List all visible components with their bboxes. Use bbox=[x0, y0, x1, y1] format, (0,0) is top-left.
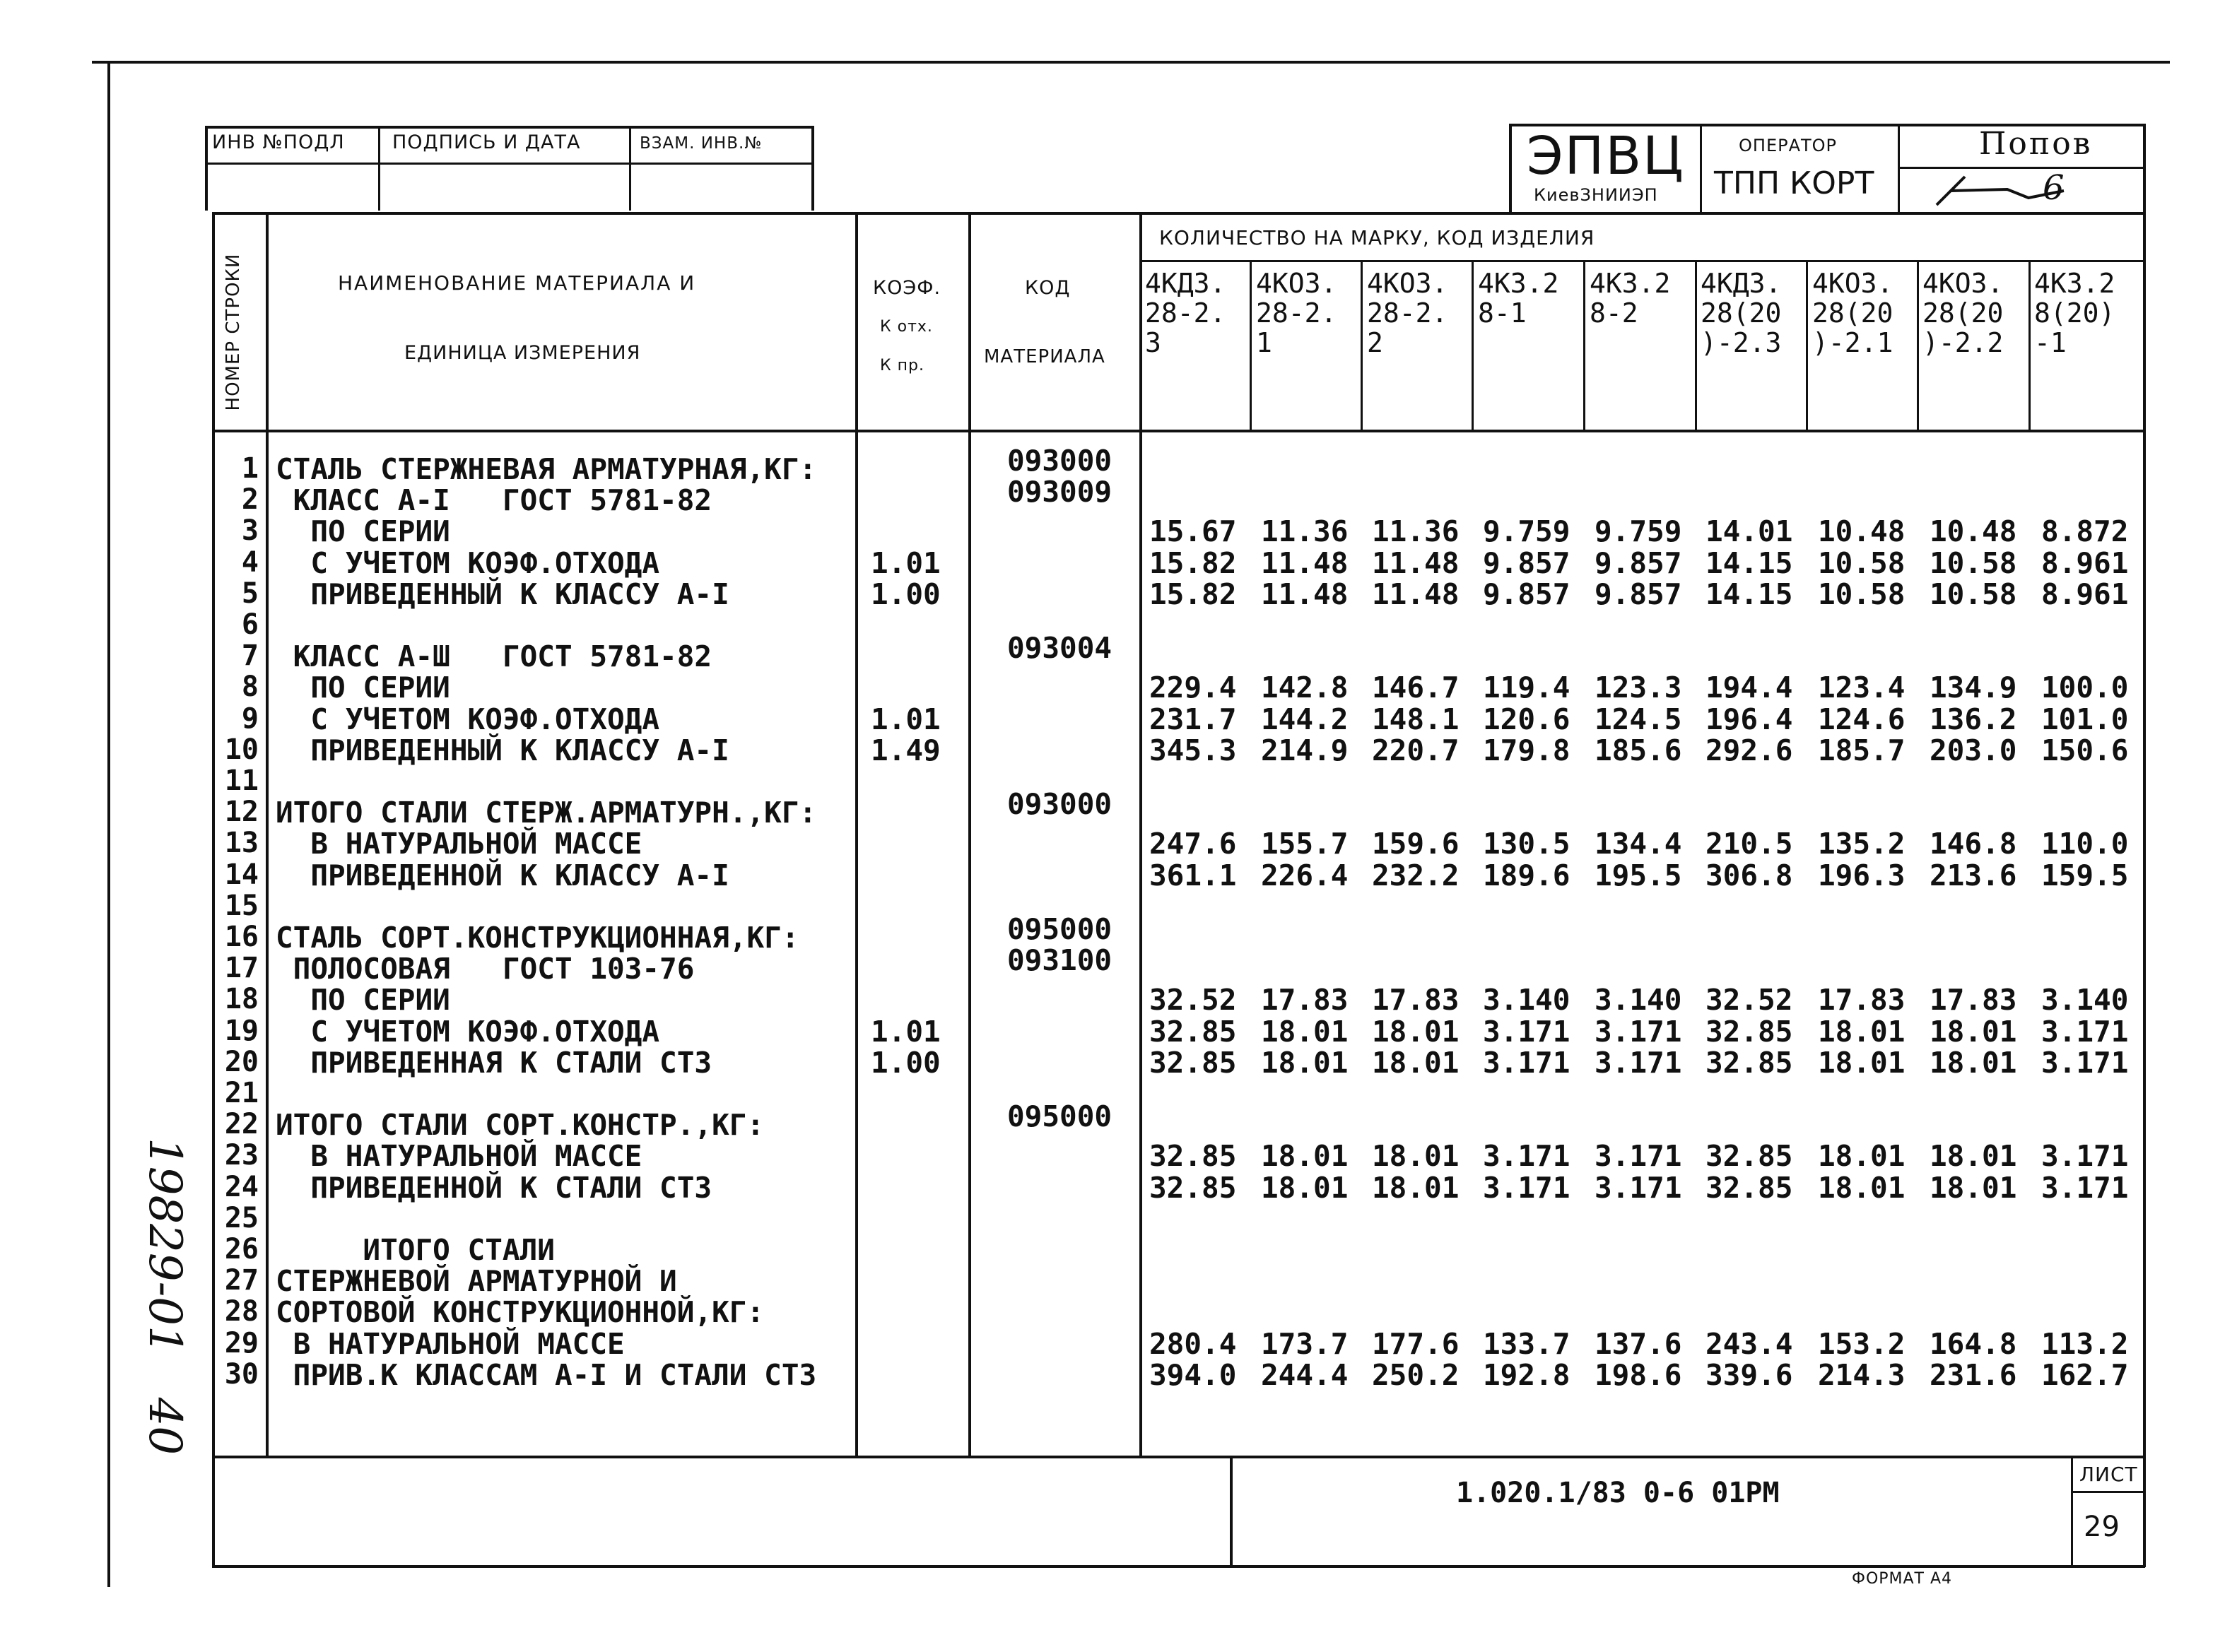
quantity-value: 173.7 bbox=[1261, 1326, 1349, 1361]
quantity-value: 134.4 bbox=[1595, 827, 1682, 861]
material-name: ПОЛОСОВАЯ ГОСТ 103-76 bbox=[276, 952, 695, 986]
column-header-5-line1: 4КЗ.2 bbox=[1590, 268, 1671, 299]
sheet-label: ЛИСТ bbox=[2079, 1463, 2138, 1486]
signature-scribble bbox=[1922, 170, 2135, 212]
row-number: 12 bbox=[224, 796, 259, 829]
quantity-value: 32.85 bbox=[1149, 1139, 1237, 1174]
quantity-value: 306.8 bbox=[1705, 858, 1793, 892]
row-number: 11 bbox=[224, 765, 259, 797]
quantity-value: 110.0 bbox=[2041, 827, 2129, 861]
quantity-value: 11.48 bbox=[1372, 577, 1460, 611]
row-number: 8 bbox=[241, 671, 259, 704]
quantity-value: 10.58 bbox=[1930, 577, 2017, 611]
row-number: 22 bbox=[224, 1108, 259, 1141]
quantity-value: 135.2 bbox=[1818, 827, 1906, 861]
row-number: 2 bbox=[241, 483, 259, 517]
column-header-1-line1: 4КДЗ. bbox=[1145, 268, 1226, 299]
quantity-value: 214.9 bbox=[1261, 733, 1349, 767]
row-number: 15 bbox=[224, 889, 259, 922]
quantity-value: 159.5 bbox=[2041, 858, 2129, 892]
coefficient: 1.00 bbox=[871, 1045, 941, 1080]
side-note: 19829-01 40 bbox=[139, 1138, 191, 1456]
material-name: СОРТОВОЙ КОНСТРУКЦИОННОЙ,КГ: bbox=[276, 1295, 765, 1330]
quantity-value: 11.36 bbox=[1261, 514, 1349, 549]
quantity-value: 18.01 bbox=[1372, 1139, 1460, 1174]
material-code: 093009 bbox=[1007, 475, 1112, 509]
quantity-value: 133.7 bbox=[1483, 1326, 1570, 1361]
quantity-value: 11.48 bbox=[1261, 545, 1349, 580]
row-number: 5 bbox=[241, 577, 259, 610]
quantity-value: 8.872 bbox=[2041, 514, 2129, 549]
column-header-7-line1: 4КОЗ. bbox=[1812, 268, 1893, 299]
material-name: СТАЛЬ СОРТ.КОНСТРУКЦИОННАЯ,КГ: bbox=[276, 921, 799, 955]
material-name: ИТОГО СТАЛИ СТЕРЖ.АРМАТУРН.,КГ: bbox=[276, 796, 817, 830]
quantity-value: 3.171 bbox=[1595, 1014, 1682, 1049]
quantity-value: 220.7 bbox=[1372, 733, 1460, 767]
material-name: ПРИВЕДЕННОЙ К КЛАССУ А-I bbox=[276, 858, 729, 892]
quantity-value: 185.6 bbox=[1595, 733, 1682, 767]
row-number: 4 bbox=[241, 545, 259, 579]
quantity-value: 292.6 bbox=[1705, 733, 1793, 767]
quantity-value: 32.85 bbox=[1149, 1014, 1237, 1049]
quantity-value: 3.140 bbox=[1595, 983, 1682, 1017]
material-code: 095000 bbox=[1007, 912, 1112, 946]
material-name: СТЕРЖНЕВОЙ АРМАТУРНОЙ И bbox=[276, 1264, 677, 1299]
material-name: С УЧЕТОМ КОЭФ.ОТХОДА bbox=[276, 1014, 660, 1049]
quantity-value: 14.01 bbox=[1705, 514, 1793, 549]
coefficient: 1.00 bbox=[871, 577, 941, 611]
row-number: 13 bbox=[224, 827, 259, 860]
material-name: КЛАСС А-Ш ГОСТ 5781-82 bbox=[276, 639, 712, 674]
quantity-value: 136.2 bbox=[1930, 702, 2017, 736]
code-header-line1: КОД bbox=[1025, 277, 1071, 299]
quantity-value: 3.171 bbox=[1595, 1170, 1682, 1205]
quantity-value: 17.83 bbox=[1818, 983, 1906, 1017]
row-number: 10 bbox=[224, 733, 259, 766]
quantity-value: 113.2 bbox=[2041, 1326, 2129, 1361]
row-number: 28 bbox=[224, 1295, 259, 1328]
coef-pr-header: К пр. bbox=[880, 357, 924, 374]
quantity-value: 8.961 bbox=[2041, 577, 2129, 611]
quantity-value: 203.0 bbox=[1930, 733, 2017, 767]
quantity-value: 18.01 bbox=[1261, 1045, 1349, 1080]
operator-label: ОПЕРАТОР bbox=[1739, 136, 1838, 155]
quantity-value: 9.857 bbox=[1595, 577, 1682, 611]
org-sub: КиевЗНИИЭП bbox=[1534, 185, 1658, 205]
quantity-value: 18.01 bbox=[1930, 1014, 2017, 1049]
operator-value: ТПП КОРТ bbox=[1714, 165, 1874, 201]
row-number: 17 bbox=[224, 952, 259, 985]
document-code: 1.020.1/83 0-6 01РМ bbox=[1456, 1477, 1780, 1509]
quantity-value: 10.58 bbox=[1818, 545, 1906, 580]
quantity-value: 196.4 bbox=[1705, 702, 1793, 736]
column-header-8-line3: )-2.2 bbox=[1922, 327, 2004, 358]
column-header-9-line2: 8(20) bbox=[2034, 297, 2115, 329]
column-header-3-line3: 2 bbox=[1367, 327, 1383, 358]
quantity-value: 32.52 bbox=[1149, 983, 1237, 1017]
quantity-value: 17.83 bbox=[1372, 983, 1460, 1017]
quantity-value: 11.36 bbox=[1372, 514, 1460, 549]
row-number: 7 bbox=[241, 639, 259, 673]
quantity-value: 32.85 bbox=[1705, 1139, 1793, 1174]
column-header-7-line3: )-2.1 bbox=[1812, 327, 1893, 358]
signer-name: Попов bbox=[1979, 126, 2093, 162]
quantity-value: 213.6 bbox=[1930, 858, 2017, 892]
material-name: ПО СЕРИИ bbox=[276, 671, 450, 705]
vzam-label: ВЗАМ. ИНВ.№ bbox=[640, 134, 763, 153]
quantity-value: 10.48 bbox=[1930, 514, 2017, 549]
quantity-value: 32.85 bbox=[1149, 1045, 1237, 1080]
column-header-6-line3: )-2.3 bbox=[1701, 327, 1782, 358]
quantity-value: 18.01 bbox=[1372, 1014, 1460, 1049]
quantity-value: 18.01 bbox=[1372, 1045, 1460, 1080]
quantity-value: 10.58 bbox=[1930, 545, 2017, 580]
coefficient: 1.01 bbox=[871, 545, 941, 580]
sheet-number: 29 bbox=[2084, 1511, 2120, 1543]
material-header-line1: НАИМЕНОВАНИЕ МАТЕРИАЛА И bbox=[338, 271, 696, 295]
quantity-value: 18.01 bbox=[1930, 1170, 2017, 1205]
row-number: 19 bbox=[224, 1014, 259, 1047]
material-header-line2: ЕДИНИЦА ИЗМЕРЕНИЯ bbox=[404, 342, 641, 364]
quantity-value: 231.6 bbox=[1930, 1357, 2017, 1392]
column-header-4-line2: 8-1 bbox=[1478, 297, 1527, 329]
column-header-8-line2: 28(20 bbox=[1922, 297, 2004, 329]
quantity-value: 3.171 bbox=[1483, 1014, 1570, 1049]
material-name: ПРИВЕДЕННЫЙ К КЛАССУ А-I bbox=[276, 577, 729, 611]
row-number: 25 bbox=[224, 1201, 259, 1234]
row-number-header: НОМЕР СТРОКИ bbox=[223, 253, 244, 411]
quantity-value: 345.3 bbox=[1149, 733, 1237, 767]
quantity-value: 9.759 bbox=[1595, 514, 1682, 549]
org-main: ЭПВЦ bbox=[1527, 126, 1685, 187]
row-number: 30 bbox=[224, 1357, 259, 1391]
quantity-value: 162.7 bbox=[2041, 1357, 2129, 1392]
column-header-6-line2: 28(20 bbox=[1701, 297, 1782, 329]
row-number: 21 bbox=[224, 1077, 259, 1109]
material-name: ПРИВЕДЕННОЙ К СТАЛИ СТЗ bbox=[276, 1170, 712, 1205]
row-number: 24 bbox=[224, 1170, 259, 1203]
quantity-value: 15.67 bbox=[1149, 514, 1237, 549]
material-name: ПО СЕРИИ bbox=[276, 983, 450, 1017]
material-name: С УЧЕТОМ КОЭФ.ОТХОДА bbox=[276, 702, 660, 736]
quantity-value: 280.4 bbox=[1149, 1326, 1237, 1361]
column-header-3-line1: 4КОЗ. bbox=[1367, 268, 1448, 299]
quantity-value: 11.48 bbox=[1372, 545, 1460, 580]
quantity-value: 101.0 bbox=[2041, 702, 2129, 736]
quantity-value: 210.5 bbox=[1705, 827, 1793, 861]
quantity-value: 3.171 bbox=[1483, 1139, 1570, 1174]
quantity-value: 144.2 bbox=[1261, 702, 1349, 736]
inv-label: ИНВ №ПОДЛ bbox=[212, 131, 345, 153]
material-code: 095000 bbox=[1007, 1099, 1112, 1134]
column-header-2-line2: 28-2. bbox=[1256, 297, 1337, 329]
quantity-value: 194.4 bbox=[1705, 671, 1793, 705]
column-header-7-line2: 28(20 bbox=[1812, 297, 1893, 329]
quantity-value: 18.01 bbox=[1261, 1170, 1349, 1205]
quantity-value: 3.140 bbox=[1483, 983, 1570, 1017]
quantity-value: 137.6 bbox=[1595, 1326, 1682, 1361]
quantity-value: 142.8 bbox=[1261, 671, 1349, 705]
quantity-value: 100.0 bbox=[2041, 671, 2129, 705]
quantity-value: 124.5 bbox=[1595, 702, 1682, 736]
quantity-value: 146.8 bbox=[1930, 827, 2017, 861]
quantity-value: 32.85 bbox=[1705, 1045, 1793, 1080]
quantity-value: 195.5 bbox=[1595, 858, 1682, 892]
quantity-value: 10.58 bbox=[1818, 577, 1906, 611]
quantity-value: 3.171 bbox=[1483, 1045, 1570, 1080]
coefficient: 1.01 bbox=[871, 702, 941, 736]
row-number: 6 bbox=[241, 608, 259, 641]
quantity-value: 229.4 bbox=[1149, 671, 1237, 705]
material-code: 093000 bbox=[1007, 787, 1112, 822]
quantity-value: 3.140 bbox=[2041, 983, 2129, 1017]
quantity-value: 3.171 bbox=[1595, 1139, 1682, 1174]
quantity-value: 32.52 bbox=[1705, 983, 1793, 1017]
quantity-value: 124.6 bbox=[1818, 702, 1906, 736]
sign-label: ПОДПИСЬ И ДАТА bbox=[392, 131, 581, 153]
material-name: ПО СЕРИИ bbox=[276, 514, 450, 549]
row-number: 1 bbox=[241, 452, 259, 485]
column-header-3-line2: 28-2. bbox=[1367, 297, 1448, 329]
quantity-value: 192.8 bbox=[1483, 1357, 1570, 1392]
quantity-value: 9.857 bbox=[1483, 577, 1570, 611]
quantity-value: 150.6 bbox=[2041, 733, 2129, 767]
quantity-value: 130.5 bbox=[1483, 827, 1570, 861]
quantity-value: 250.2 bbox=[1372, 1357, 1460, 1392]
quantity-value: 15.82 bbox=[1149, 577, 1237, 611]
row-number: 18 bbox=[224, 983, 259, 1016]
quantity-value: 18.01 bbox=[1818, 1170, 1906, 1205]
quantity-value: 18.01 bbox=[1818, 1045, 1906, 1080]
row-number: 23 bbox=[224, 1139, 259, 1172]
material-name: СТАЛЬ СТЕРЖНЕВАЯ АРМАТУРНАЯ,КГ: bbox=[276, 452, 817, 486]
quantity-value: 18.01 bbox=[1930, 1045, 2017, 1080]
quantity-value: 196.3 bbox=[1818, 858, 1906, 892]
column-header-8-line1: 4КОЗ. bbox=[1922, 268, 2004, 299]
material-name: ПРИВ.К КЛАССАМ А-I И СТАЛИ СТЗ bbox=[276, 1357, 817, 1392]
quantity-value: 8.961 bbox=[2041, 545, 2129, 580]
material-name: В НАТУРАЛЬНОЙ МАССЕ bbox=[276, 1326, 625, 1361]
row-number: 14 bbox=[224, 858, 259, 891]
coef-header: КОЭФ. bbox=[873, 277, 941, 299]
quantity-value: 14.15 bbox=[1705, 545, 1793, 580]
quantity-value: 179.8 bbox=[1483, 733, 1570, 767]
row-number: 3 bbox=[241, 514, 259, 548]
quantity-value: 232.2 bbox=[1372, 858, 1460, 892]
quantity-value: 3.171 bbox=[2041, 1045, 2129, 1080]
material-name: ИТОГО СТАЛИ bbox=[276, 1233, 555, 1267]
row-number: 16 bbox=[224, 921, 259, 953]
quantity-value: 119.4 bbox=[1483, 671, 1570, 705]
quantity-value: 18.01 bbox=[1261, 1139, 1349, 1174]
material-code: 093100 bbox=[1007, 943, 1112, 978]
quantity-value: 14.15 bbox=[1705, 577, 1793, 611]
row-number: 27 bbox=[224, 1264, 259, 1297]
column-header-9-line1: 4КЗ.2 bbox=[2034, 268, 2115, 299]
quantity-value: 148.1 bbox=[1372, 702, 1460, 736]
quantity-value: 18.01 bbox=[1372, 1170, 1460, 1205]
quantity-value: 9.857 bbox=[1483, 545, 1570, 580]
quantity-value: 17.83 bbox=[1930, 983, 2017, 1017]
quantity-value: 244.4 bbox=[1261, 1357, 1349, 1392]
coefficient: 1.01 bbox=[871, 1014, 941, 1049]
quantity-value: 134.9 bbox=[1930, 671, 2017, 705]
quantity-value: 9.857 bbox=[1595, 545, 1682, 580]
quantity-value: 18.01 bbox=[1930, 1139, 2017, 1174]
material-code: 093000 bbox=[1007, 444, 1112, 478]
quantity-value: 155.7 bbox=[1261, 827, 1349, 861]
column-header-2-line1: 4КОЗ. bbox=[1256, 268, 1337, 299]
column-header-2-line3: 1 bbox=[1256, 327, 1272, 358]
row-number: 20 bbox=[224, 1045, 259, 1078]
quantity-value: 153.2 bbox=[1818, 1326, 1906, 1361]
quantity-value: 198.6 bbox=[1595, 1357, 1682, 1392]
material-name: КЛАСС А-I ГОСТ 5781-82 bbox=[276, 483, 712, 518]
code-header-line2: МАТЕРИАЛА bbox=[984, 346, 1105, 367]
quantity-value: 243.4 bbox=[1705, 1326, 1793, 1361]
column-header-6-line1: 4КДЗ. bbox=[1701, 268, 1782, 299]
quantity-value: 177.6 bbox=[1372, 1326, 1460, 1361]
quantity-value: 185.7 bbox=[1818, 733, 1906, 767]
column-header-1-line2: 28-2. bbox=[1145, 297, 1226, 329]
row-number: 26 bbox=[224, 1233, 259, 1265]
quantity-value: 164.8 bbox=[1930, 1326, 2017, 1361]
row-number: 29 bbox=[224, 1326, 259, 1359]
material-name: ИТОГО СТАЛИ СОРТ.КОНСТР.,КГ: bbox=[276, 1108, 765, 1143]
quantity-value: 247.6 bbox=[1149, 827, 1237, 861]
coefficient: 1.49 bbox=[871, 733, 941, 767]
quantity-value: 10.48 bbox=[1818, 514, 1906, 549]
quantity-value: 3.171 bbox=[2041, 1014, 2129, 1049]
quantity-value: 123.4 bbox=[1818, 671, 1906, 705]
quantity-value: 146.7 bbox=[1372, 671, 1460, 705]
material-name: ПРИВЕДЕННЫЙ К КЛАССУ А-I bbox=[276, 733, 729, 767]
column-header-1-line3: 3 bbox=[1145, 327, 1161, 358]
column-header-4-line1: 4КЗ.2 bbox=[1478, 268, 1559, 299]
coef-otx-header: К отх. bbox=[880, 318, 933, 336]
material-name: В НАТУРАЛЬНОЙ МАССЕ bbox=[276, 827, 642, 861]
quantity-value: 339.6 bbox=[1705, 1357, 1793, 1392]
format-label: ФОРМАТ А4 bbox=[1852, 1570, 1953, 1588]
column-header-5-line2: 8-2 bbox=[1590, 297, 1638, 329]
signer-mark: 6 bbox=[2043, 168, 2065, 208]
quantity-value: 3.171 bbox=[2041, 1170, 2129, 1205]
quantity-value: 9.759 bbox=[1483, 514, 1570, 549]
quantity-value: 123.3 bbox=[1595, 671, 1682, 705]
quantity-value: 189.6 bbox=[1483, 858, 1570, 892]
quantity-value: 3.171 bbox=[1483, 1170, 1570, 1205]
quantity-value: 3.171 bbox=[2041, 1139, 2129, 1174]
quantity-value: 32.85 bbox=[1705, 1170, 1793, 1205]
quantity-value: 18.01 bbox=[1261, 1014, 1349, 1049]
quantity-value: 15.82 bbox=[1149, 545, 1237, 580]
quantity-value: 18.01 bbox=[1818, 1014, 1906, 1049]
column-header-9-line3: -1 bbox=[2034, 327, 2067, 358]
quantity-value: 361.1 bbox=[1149, 858, 1237, 892]
frame-top bbox=[92, 61, 2170, 64]
quantity-value: 226.4 bbox=[1261, 858, 1349, 892]
material-name: С УЧЕТОМ КОЭФ.ОТХОДА bbox=[276, 545, 660, 580]
quantity-value: 120.6 bbox=[1483, 702, 1570, 736]
quantity-value: 18.01 bbox=[1818, 1139, 1906, 1174]
quantity-value: 214.3 bbox=[1818, 1357, 1906, 1392]
material-name: ПРИВЕДЕННАЯ К СТАЛИ СТЗ bbox=[276, 1045, 712, 1080]
quantity-value: 394.0 bbox=[1149, 1357, 1237, 1392]
material-code: 093004 bbox=[1007, 631, 1112, 666]
quantity-value: 32.85 bbox=[1149, 1170, 1237, 1205]
frame-left bbox=[107, 61, 110, 1587]
quantity-value: 11.48 bbox=[1261, 577, 1349, 611]
quantity-value: 17.83 bbox=[1261, 983, 1349, 1017]
quantity-value: 32.85 bbox=[1705, 1014, 1793, 1049]
row-number: 9 bbox=[241, 702, 259, 735]
qty-header: КОЛИЧЕСТВО НА МАРКУ, КОД ИЗДЕЛИЯ bbox=[1159, 226, 1595, 249]
quantity-value: 3.171 bbox=[1595, 1045, 1682, 1080]
quantity-value: 159.6 bbox=[1372, 827, 1460, 861]
material-name: В НАТУРАЛЬНОЙ МАССЕ bbox=[276, 1139, 642, 1174]
quantity-value: 231.7 bbox=[1149, 702, 1237, 736]
